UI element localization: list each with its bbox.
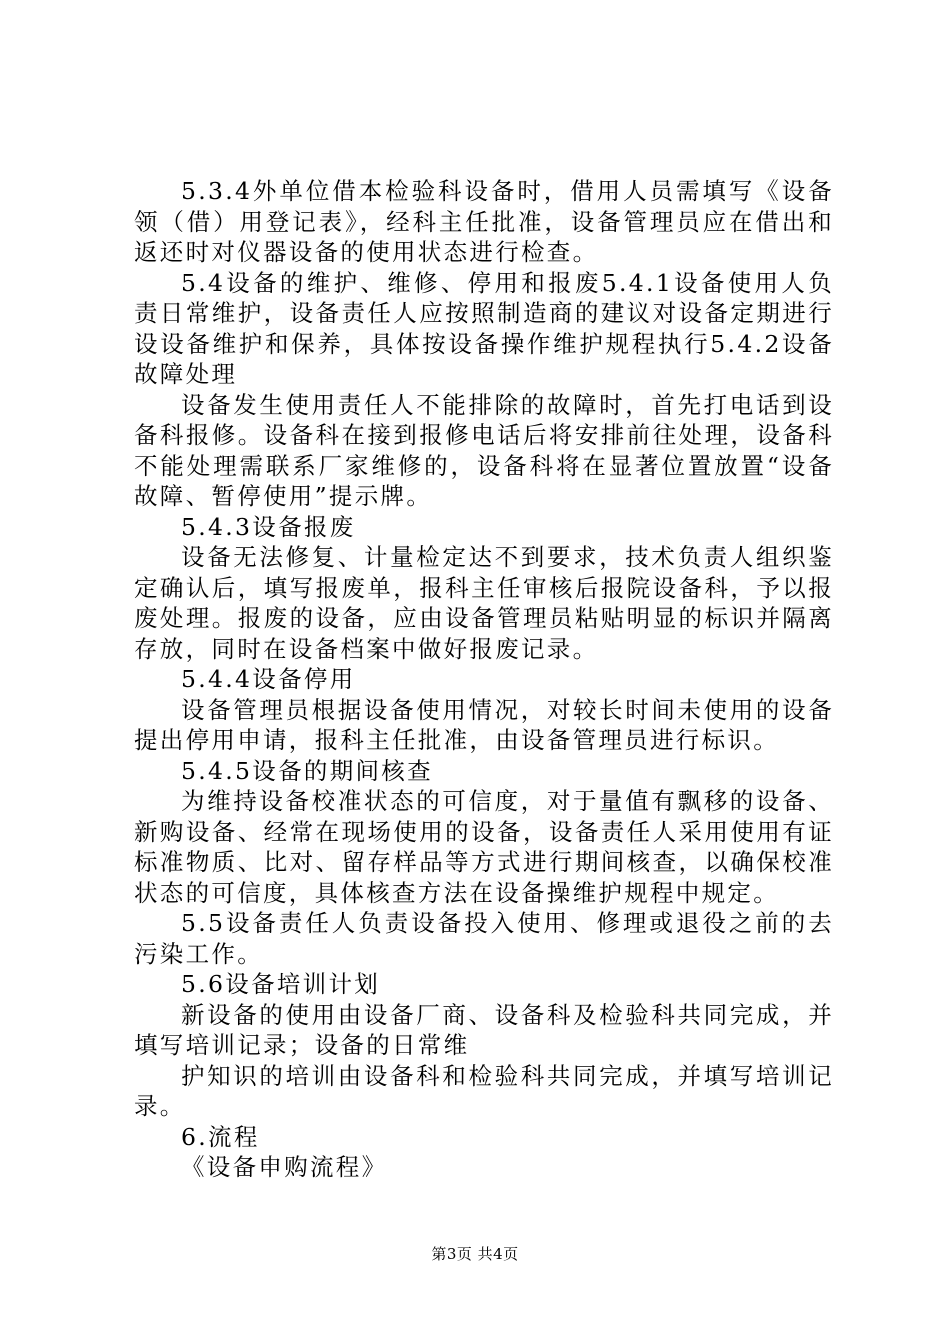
paragraph-disable: 设备管理员根据设备使用情况，对较长时间未使用的设备提出停用申请，报科主任批准，由设备管理员进行标识。 [134, 695, 834, 754]
paragraph-period-check: 为维持设备校准状态的可信度，对于量值有飘移的设备、新购设备、经常在现场使用的设备，设备责任人采用使用有证标准物质、比对、留存样品等方式进行期间核查，以确保校准状态的可信度，具体核查方法在设备操维护规程中规定。 [134, 787, 834, 907]
page-indicator: 第3页 共4页 [431, 1245, 519, 1263]
paragraph-fault-handling: 设备发生使用责任人不能排除的故障时，首先打电话到设备科报修。设备科在接到报修电话后将安排前往处理，设备科不能处理需联系厂家维修的，设备科将在显著位置放置“设备故障、暂停使用”提示牌。 [134, 390, 834, 510]
paragraph-5-3-4: 5.3.4外单位借本检验科设备时，借用人员需填写《设备领（借）用登记表》，经科主任批准，设备管理员应在借出和返还时对仪器设备的使用状态进行检查。 [134, 177, 834, 266]
paragraph-5-4: 5.4设备的维护、维修、停用和报废5.4.1设备使用人负责日常维护，设备责任人应按照制造商的建议对设备定期进行设设备维护和保养，具体按设备操作维护规程执行5.4.2设备故障处理 [134, 268, 834, 388]
heading-5-4-3: 5.4.3设备报废 [181, 512, 356, 541]
paragraph-training-1: 新设备的使用由设备厂商、设备科及检验科共同完成，并填写培训记录；设备的日常维 [134, 1000, 834, 1059]
paragraph-flow-title: 《设备申购流程》 [181, 1153, 388, 1181]
paragraph-scrap: 设备无法修复、计量检定达不到要求，技术负责人组织鉴定确认后，填写报废单，报科主任审核后报院设备科，予以报废处理。报废的设备，应由设备管理员粘贴明显的标识并隔离存放，同时在设备档案中做好报废记录。 [134, 543, 834, 663]
page-footer [0, 1243, 950, 1264]
heading-5-4-4: 5.4.4设备停用 [181, 665, 356, 693]
heading-5-6: 5.6设备培训计划 [181, 970, 381, 998]
heading-5-4-5: 5.4.5设备的期间核查 [181, 756, 433, 785]
paragraph-training-2: 护知识的培训由设备科和检验科共同完成，并填写培训记录。 [134, 1061, 834, 1120]
paragraph-5-5: 5.5设备责任人负责设备投入使用、修理或退役之前的去污染工作。 [134, 909, 834, 968]
document-body [134, 176, 834, 1183]
heading-6: 6.流程 [181, 1122, 260, 1151]
